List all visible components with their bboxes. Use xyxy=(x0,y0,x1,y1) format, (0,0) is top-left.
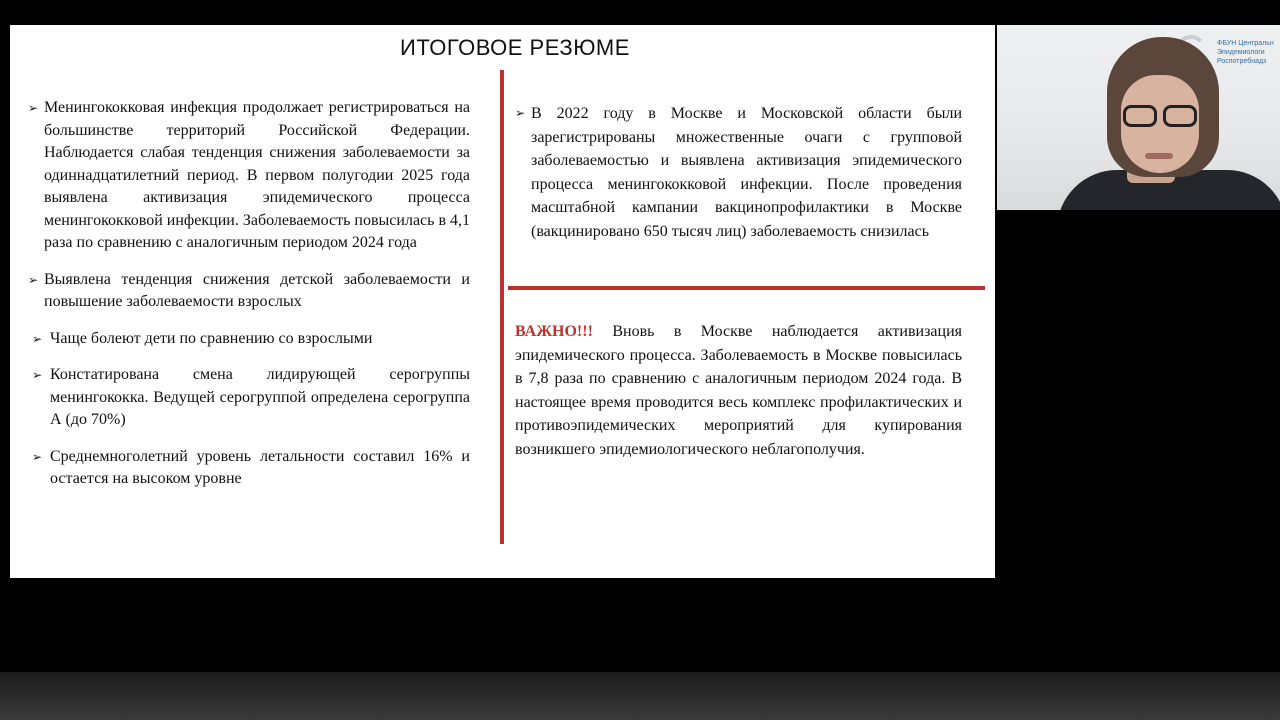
arrow-bullet-icon: ➢ xyxy=(32,449,43,464)
glasses-lens-left xyxy=(1123,105,1157,127)
left-bullet-text: Констатирована смена лидирующей серогруппы менингококка. Ведущей серогруппой определена серогруппа А (до 70%) xyxy=(50,366,470,428)
left-bullet-2 xyxy=(28,269,470,314)
horizontal-divider xyxy=(508,286,985,290)
glasses-lens-right xyxy=(1163,105,1197,127)
left-bullet-text: Чаще болеют дети по сравнению со взрослыми xyxy=(50,329,373,347)
slide-title: ИТОГОВОЕ РЕЗЮМЕ xyxy=(400,35,630,60)
video-controls-bar[interactable] xyxy=(0,672,1280,720)
left-bullet-1 xyxy=(28,97,470,255)
important-label: ВАЖНО!!! xyxy=(515,323,593,340)
left-bullet-4 xyxy=(28,364,470,432)
left-bullet-5 xyxy=(28,446,470,491)
left-bullet-text: Менингококковая инфекция продолжает регистрироваться на большинстве территорий Российской Федерации. Наблюдается слабая тенденция снижения заболеваемости за одиннадцатилетний период. В первом полугодии 2025 года выявлена активизация эпидемического процесса менингококковой инфекции. Заболеваемость повысилась в 4,1 раза по сравнению с аналогичным периодом 2024 года xyxy=(44,99,470,251)
right-bottom-text: Вновь в Москве наблюдается активизация эпидемического процесса. Заболеваемость в Москве повысилась в 7,8 раза по сравнению с аналогичным периодом 2024 года. В настоящее время проводится весь комплекс профилактических и противоэпидемических мероприятий для купирования возникшего эпидемиологического неблагополучия. xyxy=(515,323,962,458)
speaker-mouth xyxy=(1145,153,1173,159)
left-column xyxy=(28,97,470,491)
logo-line: Эпидемиологи xyxy=(1217,49,1265,56)
left-bullet-3 xyxy=(28,328,470,351)
left-bullet-text: Среднемноголетний уровень летальности составил 16% и остается на высоком уровне xyxy=(50,447,470,487)
arrow-bullet-icon: ➢ xyxy=(28,101,39,115)
logo-line: ФБУН Центральн xyxy=(1217,40,1274,47)
vertical-divider xyxy=(500,70,504,544)
right-top-block xyxy=(515,102,962,243)
arrow-bullet-icon: ➢ xyxy=(515,106,526,120)
webcam-feed xyxy=(997,25,1280,210)
arrow-bullet-icon: ➢ xyxy=(32,331,43,346)
organization-logo-text xyxy=(1217,39,1280,66)
logo-line: Роспотребнадз xyxy=(1217,58,1267,65)
right-bottom-block xyxy=(515,320,962,461)
presentation-slide xyxy=(10,25,995,578)
right-bullet xyxy=(515,102,962,243)
left-bullet-text: Выявлена тенденция снижения детской заболеваемости и повышение заболеваемости взрослых xyxy=(44,270,470,310)
arrow-bullet-icon: ➢ xyxy=(28,272,39,287)
arrow-bullet-icon: ➢ xyxy=(32,368,43,382)
speaker-glasses-icon xyxy=(1123,105,1199,129)
right-bullet-text: В 2022 году в Москве и Московской области были зарегистрированы множественные очаги с групповой заболеваемостью и выявлена активизация эпидемического процесса менингококковой инфекции. После проведения масштабной кампании вакцинопрофилактики в Москве (вакцинировано 650 тысяч лиц) заболеваемость снизилась xyxy=(531,105,962,240)
